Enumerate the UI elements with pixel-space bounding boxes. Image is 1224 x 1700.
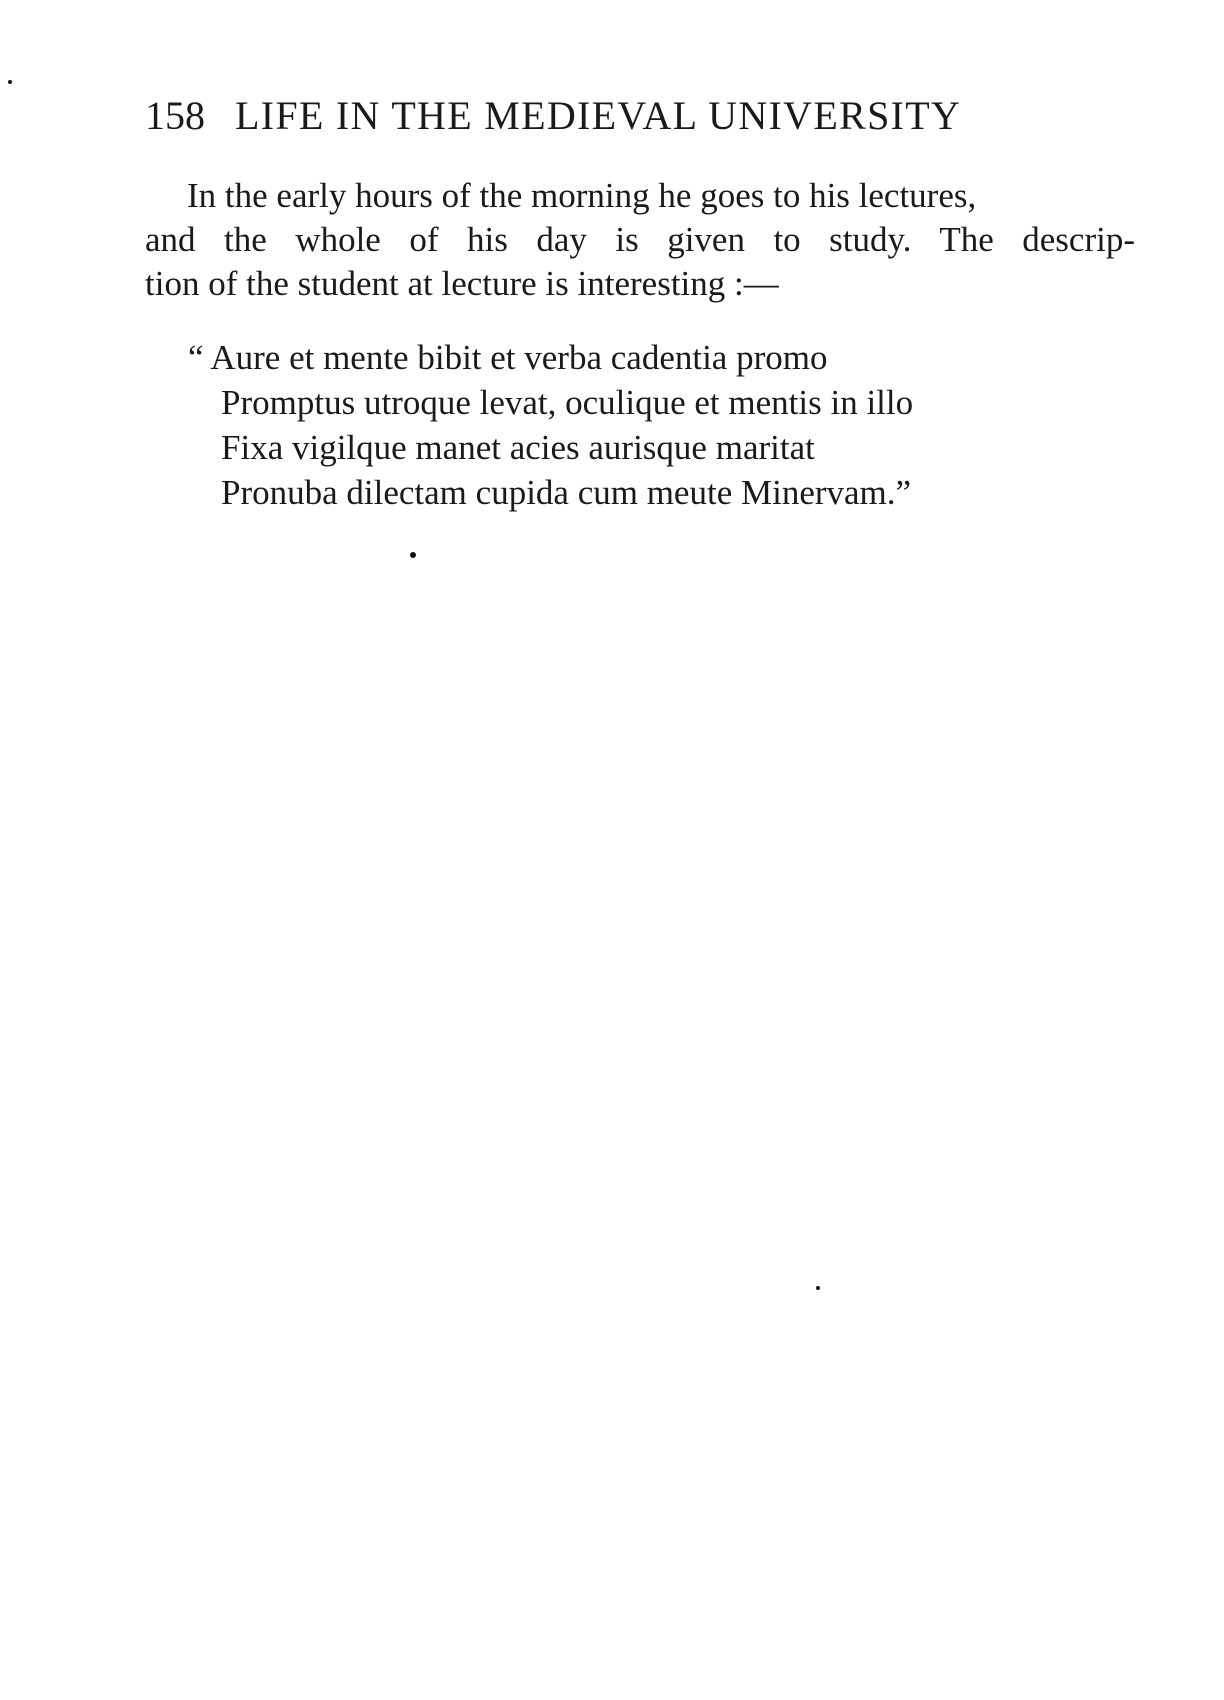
page-number: 158 <box>145 93 205 138</box>
running-head <box>145 88 1115 148</box>
verse-quotation <box>188 335 913 515</box>
ink-speck <box>816 1286 820 1290</box>
paragraph-line: tion of the student at lecture is interesting :— <box>145 264 779 303</box>
verse-line: “ Aure et mente bibit et verba cadentia promo <box>188 338 828 377</box>
verse-line: Fixa vigilque manet acies aurisque maritat <box>221 428 815 467</box>
verse-line: Pronuba dilectam cupida cum meute Minervam.” <box>221 473 912 512</box>
body-paragraph <box>145 174 1135 306</box>
ink-speck <box>8 80 12 84</box>
running-title: LIFE IN THE MEDIEVAL UNIVERSITY <box>235 93 962 138</box>
ink-speck <box>410 552 416 558</box>
paragraph-line: In the early hours of the morning he goes to his lectures, <box>187 176 977 215</box>
paragraph-line: and the whole of his day is given to study. The descrip- <box>145 220 1135 259</box>
verse-line: Promptus utroque levat, oculique et mentis in illo <box>221 383 914 422</box>
